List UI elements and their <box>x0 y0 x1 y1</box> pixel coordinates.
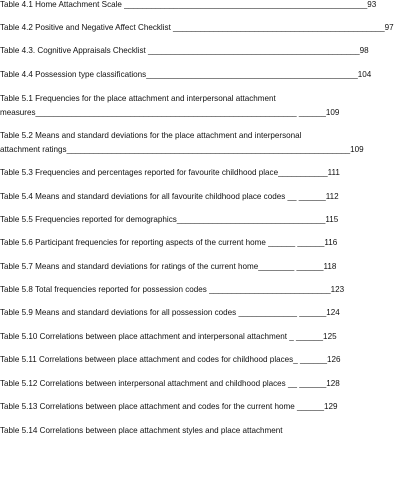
toc-entry-5-10: Table 5.10 Correlations between place attachment and interpersonal attachment _ ______125 <box>0 332 337 341</box>
toc-entry-5-12: Table 5.12 Correlations between interpersonal attachment and childhood places __ ______128 <box>0 379 340 388</box>
toc-entry-5-6: Table 5.6 Participant frequencies for reporting aspects of the current home ______ ______116 <box>0 238 338 247</box>
toc-entry-4-4: Table 4.4 Possession type classifications_______________________________________________104 <box>0 70 372 79</box>
toc-entry-5-8: Table 5.8 Total frequencies reported for possession codes ___________________________123 <box>0 285 345 294</box>
toc-entry-5-4: Table 5.4 Means and standard deviations for all favourite childhood place codes __ ______112 <box>0 192 339 201</box>
toc-entry-5-1-continuation: measures__________________________________________________________ ______109 <box>0 108 340 117</box>
toc-entry-5-11: Table 5.11 Correlations between place attachment and codes for childhood places_ ______126 <box>0 355 341 364</box>
toc-entry-5-13: Table 5.13 Correlations between place attachment and codes for the current home ______129 <box>0 402 338 411</box>
toc-entry-5-7: Table 5.7 Means and standard deviations for ratings of the current home________ ______118 <box>0 262 337 271</box>
toc-entry-5-3: Table 5.3 Frequencies and percentages reported for favourite childhood place___________111 <box>0 168 340 177</box>
toc-entry-5-2: Table 5.2 Means and standard deviations for the place attachment and interpersonal <box>0 131 302 140</box>
toc-entry-4-3: Table 4.3. Cognitive Appraisals Checklist _______________________________________________98 <box>0 46 369 55</box>
toc-entry-5-1: Table 5.1 Frequencies for the place attachment and interpersonal attachment <box>0 94 276 103</box>
toc-entry-5-5: Table 5.5 Frequencies reported for demographics_________________________________115 <box>0 215 339 224</box>
toc-entry-4-2: Table 4.2 Positive and Negative Affect Checklist _______________________________________________97 <box>0 23 394 32</box>
toc-entry-5-9: Table 5.9 Means and standard deviations for all possession codes _____________ ______124 <box>0 308 340 317</box>
toc-entry-4-1: Table 4.1 Home Attachment Scale ______________________________________________________93 <box>0 0 377 9</box>
toc-entry-5-14: Table 5.14 Correlations between place attachment styles and place attachment <box>0 426 283 435</box>
toc-entry-5-2-continuation: attachment ratings_______________________________________________________________109 <box>0 145 364 154</box>
